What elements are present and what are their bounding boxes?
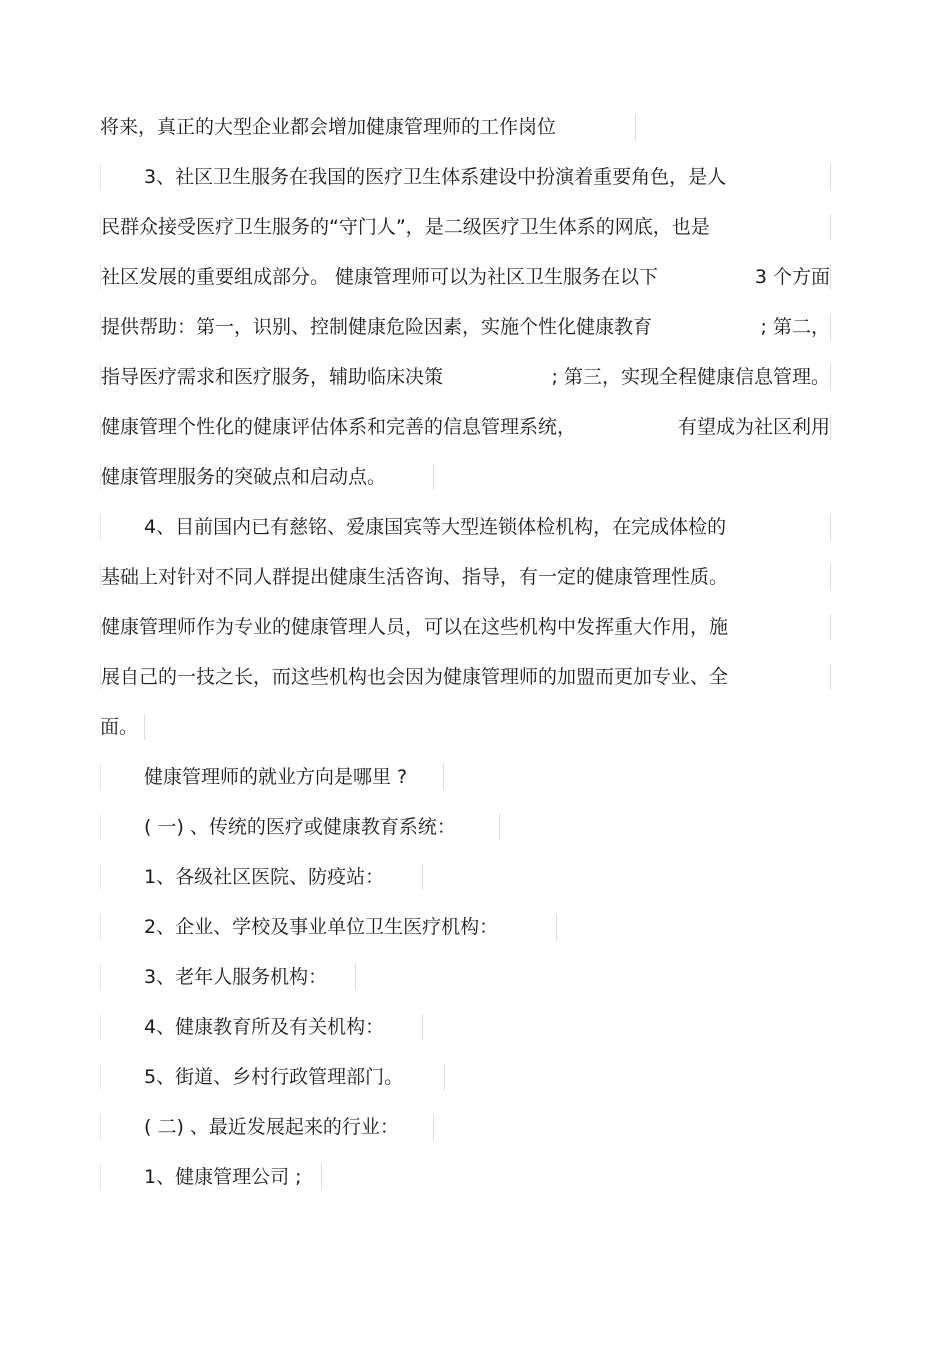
heading-text: 健康管理师的就业方向是哪里 ? bbox=[144, 766, 408, 788]
paragraph-text: 健康管理服务的突破点和启动点。 bbox=[101, 466, 387, 488]
paragraph-text: 基础上对针对不同人群提出健康生活咨询、指导，有一定的健康管理性质。 bbox=[101, 566, 729, 588]
text-line bbox=[100, 614, 831, 640]
paragraph-text: 有望成为社区利用 bbox=[677, 416, 830, 438]
paragraph-text: 民群众接受医疗卫生服务的“守门人”，是二级医疗卫生体系的网底，也是 bbox=[101, 216, 710, 238]
text-line bbox=[100, 264, 831, 290]
section-question bbox=[100, 764, 444, 790]
paragraph-text: 提供帮助：第一，识别、控制健康危险因素，实施个性化健康教育 bbox=[101, 316, 653, 338]
list-item bbox=[100, 1064, 445, 1090]
text-line bbox=[100, 364, 831, 390]
list-item-text: 5、街道、乡村行政管理部门。 bbox=[144, 1066, 404, 1088]
text-line bbox=[100, 464, 434, 490]
list-item-text: 1、健康管理公司 ; bbox=[144, 1166, 302, 1188]
paragraph-text: 指导医疗需求和医疗服务，辅助临床决策 bbox=[101, 366, 444, 388]
list-item-text: 3、老年人服务机构： bbox=[144, 966, 328, 988]
paragraph-text: 健康管理个性化的健康评估体系和完善的信息管理系统， bbox=[101, 416, 577, 438]
list-item-text: 4、健康教育所及有关机构： bbox=[144, 1016, 385, 1038]
list-item-text: 2、企业、学校及事业单位卫生医疗机构： bbox=[144, 916, 499, 938]
text-line bbox=[100, 414, 831, 440]
list-item-text: 1、各级社区医院、防疫站： bbox=[144, 866, 385, 888]
list-heading bbox=[100, 1114, 434, 1140]
paragraph-text: 展自己的一技之长，而这些机构也会因为健康管理师的加盟而更加专业、全 bbox=[101, 666, 729, 688]
text-line bbox=[100, 314, 831, 340]
list-item bbox=[100, 914, 557, 940]
heading-text: ( 二) 、最近发展起来的行业： bbox=[144, 1116, 399, 1138]
text-line bbox=[100, 114, 636, 140]
list-heading bbox=[100, 814, 500, 840]
text-line bbox=[100, 664, 831, 690]
text-line bbox=[100, 214, 831, 240]
text-line bbox=[100, 164, 831, 190]
list-item bbox=[100, 1164, 322, 1190]
text-line bbox=[100, 564, 831, 590]
paragraph-text: 3 个方面 bbox=[754, 266, 830, 288]
heading-text: ( 一) 、传统的医疗或健康教育系统： bbox=[144, 816, 456, 838]
text-line bbox=[100, 714, 145, 740]
paragraph-text: 4、目前国内已有慈铭、爱康国宾等大型连锁体检机构，在完成体检的 bbox=[144, 516, 727, 538]
paragraph-text: 将来，真正的大型企业都会增加健康管理师的工作岗位 bbox=[100, 116, 557, 138]
list-item bbox=[100, 964, 356, 990]
list-item bbox=[100, 864, 423, 890]
paragraph-text: 健康管理师作为专业的健康管理人员，可以在这些机构中发挥重大作用，施 bbox=[101, 616, 729, 638]
paragraph-text: 社区发展的重要组成部分。 健康管理师可以为社区卫生服务在以下 bbox=[101, 266, 659, 288]
paragraph-text: 面。 bbox=[100, 716, 139, 738]
text-line bbox=[100, 514, 831, 540]
list-item bbox=[100, 1014, 423, 1040]
paragraph-text: 3、社区卫生服务在我国的医疗卫生体系建设中扮演着重要角色，是人 bbox=[144, 166, 727, 188]
paragraph-text: ; 第三，实现全程健康信息管理。 bbox=[551, 366, 830, 388]
paragraph-text: ; 第二， bbox=[760, 316, 830, 338]
